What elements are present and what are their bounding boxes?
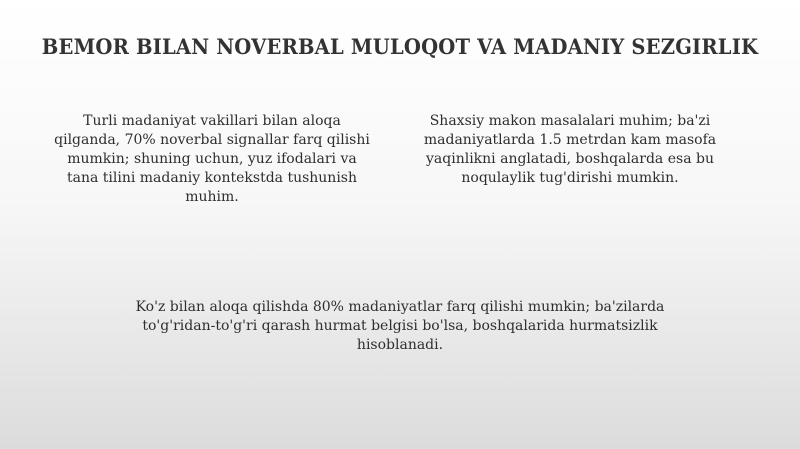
slide-title: BEMOR BILAN NOVERBAL MULOQOT VA MADANIY SEZGIRLIK [41,34,759,59]
text-block-left: Turli madaniyat vakillari bilan aloqa qilganda, 70% noverbal signallar farq qilishi mumkin; shuning uchun, yuz ifodalari va tana tilini madaniy kontekstda tushunish muhim. [54,113,370,205]
text-block-right: Shaxsiy makon masalalari muhim; ba'zi madaniyatlarda 1.5 metrdan kam masofa yaqinlikni anglatadi, boshqalarda esa bu noqulaylik tug'dirishi mumkin. [423,113,717,186]
text-block-bottom: Ko'z bilan aloqa qilishda 80% madaniyatlar farq qilishi mumkin; ba'zilarda to'g'ridan-to'g'ri qarash hurmat belgisi bo'lsa, boshqalarida hurmatsizlik hisoblanadi. [135,299,665,353]
